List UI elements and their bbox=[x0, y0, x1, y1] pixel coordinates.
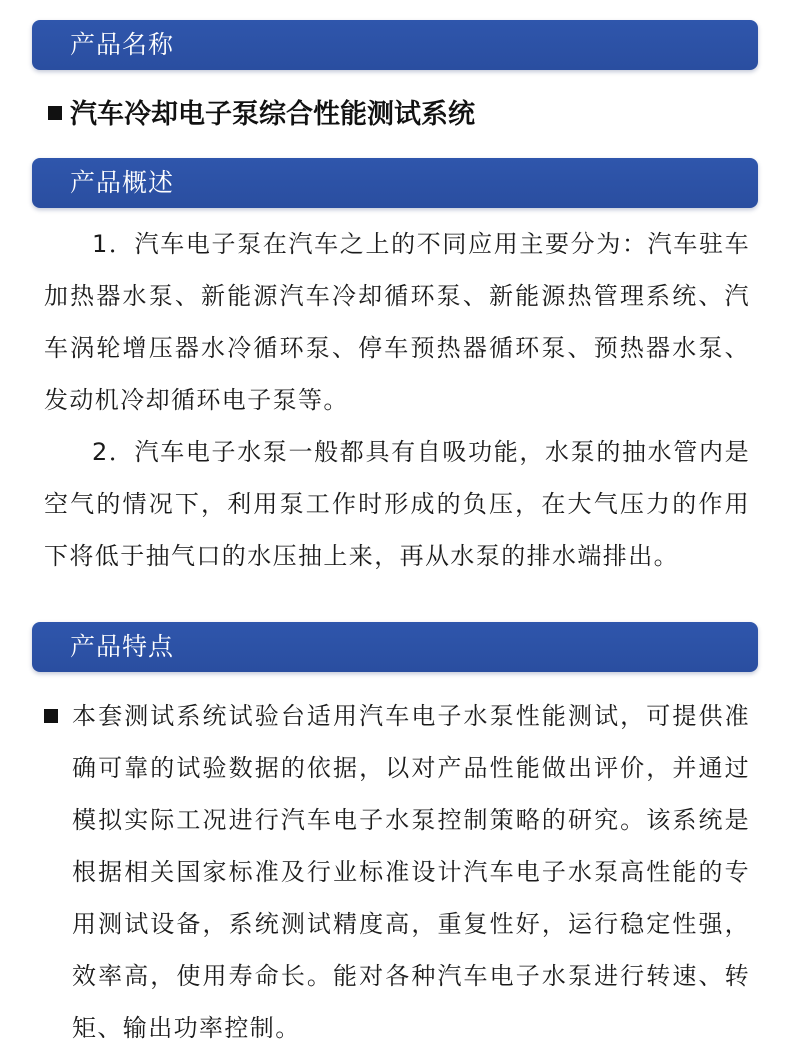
section-header-features bbox=[32, 622, 758, 672]
product-name bbox=[48, 95, 475, 135]
section-title: 产品特点 bbox=[70, 632, 175, 661]
section-header-product-name bbox=[32, 20, 758, 70]
square-bullet-icon bbox=[44, 709, 58, 723]
feature-item bbox=[44, 690, 750, 1054]
section-title: 产品名称 bbox=[70, 30, 175, 59]
section-header-overview bbox=[32, 158, 758, 208]
overview-paragraph-2: 2．汽车电子水泵一般都具有自吸功能，水泵的抽水管内是空气的情况下，利用泵工作时形成的负压，在大气压力的作用下将低于抽气口的水压抽上来，再从水泵的排水端排出。 bbox=[44, 438, 750, 570]
overview-paragraph-1: 1．汽车电子泵在汽车之上的不同应用主要分为：汽车驻车加热器水泵、新能源汽车冷却循环泵、新能源热管理系统、汽车涡轮增压器水冷循环泵、停车预热器循环泵、预热器水泵、发动机冷却循环电子泵等。 bbox=[44, 230, 750, 414]
section-title: 产品概述 bbox=[70, 168, 175, 197]
product-name-text: 汽车冷却电子泵综合性能测试系统 bbox=[70, 99, 475, 130]
feature-text: 本套测试系统试验台适用汽车电子水泵性能测试，可提供准确可靠的试验数据的依据，以对产品性能做出评价，并通过模拟实际工况进行汽车电子水泵控制策略的研究。该系统是根据相关国家标准及行业标准设计汽车电子水泵高性能的专用测试设备，系统测试精度高，重复性好，运行稳定性强，效率高，使用寿命长。能对各种汽车电子水泵进行转速、转矩、输出功率控制。 bbox=[72, 702, 750, 1042]
square-bullet-icon bbox=[48, 106, 62, 120]
